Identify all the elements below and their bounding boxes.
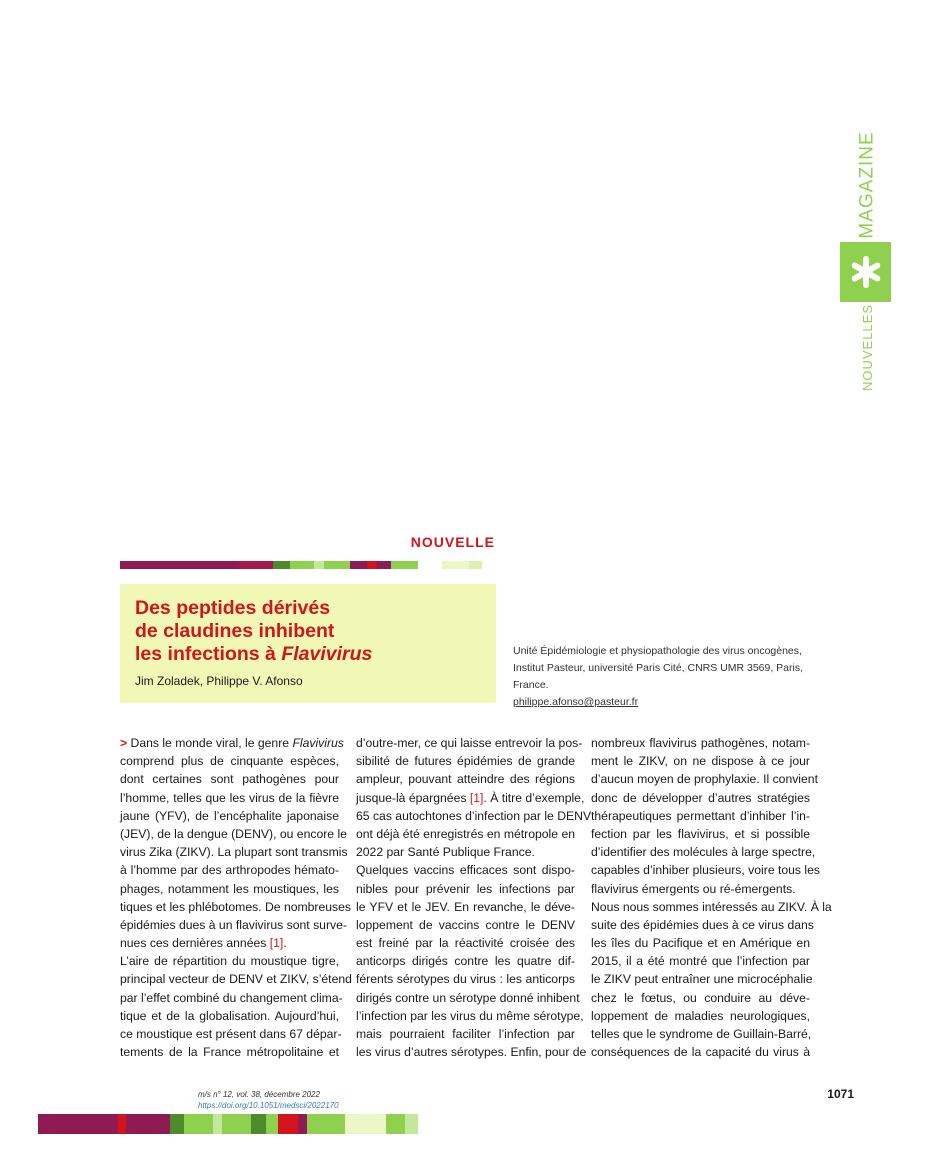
author-email-link[interactable]: philippe.afonso@pasteur.fr bbox=[513, 696, 639, 708]
title-line-3: les infections à Flavivirus bbox=[135, 643, 373, 665]
title-genus-italic: Flavivirus bbox=[281, 643, 373, 665]
body-line: tique et de la globalisation. Aujourd’hui, bbox=[120, 1008, 339, 1023]
body-line: est freiné par la réactivité croisée des bbox=[356, 936, 575, 951]
doi-link[interactable]: https://doi.org/10.1051/medsci/2022170 bbox=[198, 1101, 339, 1110]
body-line: comprend plus de cinquante espèces, bbox=[120, 754, 339, 769]
body-line: principal vecteur de DENV et ZIKV, s’étend bbox=[120, 972, 352, 987]
body-line: l’infection par les virus du même sérotype, bbox=[356, 1008, 584, 1023]
body-line: flavivirus émergents ou ré-émergents. bbox=[591, 881, 796, 896]
body-line: phages, notamment les moustiques, les bbox=[120, 881, 339, 896]
body-line: conséquences de la capacité du virus à bbox=[591, 1045, 810, 1060]
body-line: tements de la France métropolitaine et bbox=[120, 1045, 339, 1060]
body-line: capables d’inhiber plusieurs, voire tous les bbox=[591, 863, 820, 878]
journal-footer bbox=[198, 1089, 339, 1111]
body-line: les îles du Pacifique et en Amérique en bbox=[591, 936, 810, 951]
body-line: ampleur, pouvant atteindre des régions bbox=[356, 772, 575, 787]
title-panel bbox=[120, 584, 496, 703]
genus-italic: Flavivirus bbox=[292, 736, 344, 750]
page-number: 1071 bbox=[827, 1087, 854, 1101]
body-line: (JEV), de la dengue (DENV), ou encore le bbox=[120, 826, 347, 841]
body-line: d’aucun moyen de prophylaxie. Il convient bbox=[591, 772, 818, 787]
body-line: fection par les flavivirus, et si possible bbox=[591, 826, 810, 841]
body-line: thérapeutiques permettant d’inhiber l’in- bbox=[591, 808, 810, 823]
body-line: jaune (YFV), de l’encéphalite japonaise bbox=[120, 808, 339, 823]
body-line: 65 cas autochtones d’infection par le DENV bbox=[356, 808, 592, 823]
body-line: dont certaines sont pathogènes pour bbox=[120, 772, 339, 787]
body-line: ont déjà été enregistrés en métropole en bbox=[356, 826, 575, 841]
body-line: nombreux flavivirus pathogènes, notam- bbox=[591, 736, 810, 750]
body-line: sibilité de futures épidémies de grande bbox=[356, 754, 575, 769]
body-line: virus Zika (ZIKV). La plupart sont transmis bbox=[120, 845, 348, 860]
body-line: le YFV et le JEV. En revanche, le déve- bbox=[356, 899, 575, 914]
body-line: Nous nous sommes intéressés au ZIKV. À la bbox=[591, 899, 832, 914]
body-line: épidémies dues à un flavivirus sont surve- bbox=[120, 917, 347, 932]
section-badge bbox=[840, 242, 891, 302]
body-line: d’outre-mer, ce qui laisse entrevoir la pos- bbox=[356, 736, 583, 750]
body-line: tiques et les phlébotomes. De nombreuses bbox=[120, 899, 352, 914]
body-line: anticorps dirigés contre les quatre dif- bbox=[356, 954, 575, 969]
body-line: nues ces dernières années [1]. bbox=[120, 936, 287, 951]
affiliation-line-3: France. bbox=[513, 679, 549, 691]
body-line: 2015, il a été montré que l’infection par bbox=[591, 954, 810, 969]
body-line: jusque-là épargnées [1]. À titre d’exemple, bbox=[356, 790, 585, 805]
body-line: L’aire de répartition du moustique tigre, bbox=[120, 954, 339, 969]
body-line: à l’homme par des arthropodes hémato- bbox=[120, 863, 339, 878]
title-line-1: Des peptides dérivés bbox=[135, 597, 331, 619]
body-line: suite des épidémies dues à ce virus dans bbox=[591, 917, 814, 932]
journal-issue: m/s n° 12, vol. 38, décembre 2022 bbox=[198, 1090, 320, 1099]
body-line: dirigés contre un sérotype donné inhibent bbox=[356, 990, 580, 1005]
body-line-text: Dans le monde viral, le genre Flavivirus bbox=[130, 736, 344, 750]
body-line: nibles pour prévenir les infections par bbox=[356, 881, 575, 896]
citation-link[interactable]: [1] bbox=[269, 936, 284, 951]
color-strip-bottom bbox=[38, 1114, 418, 1134]
body-line: le ZIKV peut entraîner une microcéphalie bbox=[591, 972, 813, 987]
intro-arrow-icon: > bbox=[120, 736, 128, 750]
section-label-magazine: MAGAZINE bbox=[857, 131, 879, 239]
body-line: mais pourraient faciliter l’infection par bbox=[356, 1027, 575, 1041]
citation-link[interactable]: [1] bbox=[469, 790, 484, 805]
color-strip-top bbox=[120, 561, 496, 569]
body-line: les virus d’autres sérotypes. Enfin, pour de bbox=[356, 1045, 587, 1060]
body-line: l’homme, telles que les virus de la fièvre bbox=[120, 790, 339, 805]
body-line: 2022 par Santé Publique France. bbox=[356, 845, 535, 860]
body-line: chez le fœtus, ou conduire au déve- bbox=[591, 990, 810, 1005]
body-column-2 bbox=[356, 734, 592, 1061]
authors: Jim Zoladek, Philippe V. Afonso bbox=[135, 674, 303, 688]
body-line bbox=[120, 734, 344, 752]
body-column-3 bbox=[591, 734, 832, 1061]
body-line: Quelques vaccins efficaces sont dispo- bbox=[356, 863, 575, 878]
affiliation bbox=[513, 643, 813, 711]
body-line: donc de développer d’autres stratégies bbox=[591, 790, 810, 805]
title-line-2: de claudines inhibent bbox=[135, 620, 335, 642]
section-label-nouvelles: NOUVELLES bbox=[860, 303, 876, 391]
body-line: loppement de vaccins contre le DENV bbox=[356, 917, 575, 932]
affiliation-line-2: Institut Pasteur, université Paris Cité, CNRS UMR 3569, Paris, bbox=[513, 662, 804, 674]
affiliation-line-1: Unité Épidémiologie et physiopathologie des virus oncogènes, bbox=[513, 645, 802, 657]
body-line: férents sérotypes du virus : les anticorps bbox=[356, 972, 575, 987]
asterisk-icon bbox=[849, 255, 883, 289]
article-kicker: NOUVELLE bbox=[410, 534, 495, 550]
body-line: loppement de maladies neurologiques, bbox=[591, 1008, 810, 1023]
article-title bbox=[135, 597, 372, 666]
body-column-1 bbox=[120, 734, 352, 1061]
body-line: telles que le syndrome de Guillain-Barré, bbox=[591, 1027, 812, 1041]
body-line: ce moustique est présent dans 67 dépar- bbox=[120, 1027, 342, 1041]
body-line: ment le ZIKV, on ne dispose à ce jour bbox=[591, 754, 810, 769]
body-line: d’identifier des molécules à large spectre, bbox=[591, 845, 816, 860]
body-line: par l’effet combiné du changement clima- bbox=[120, 990, 343, 1005]
